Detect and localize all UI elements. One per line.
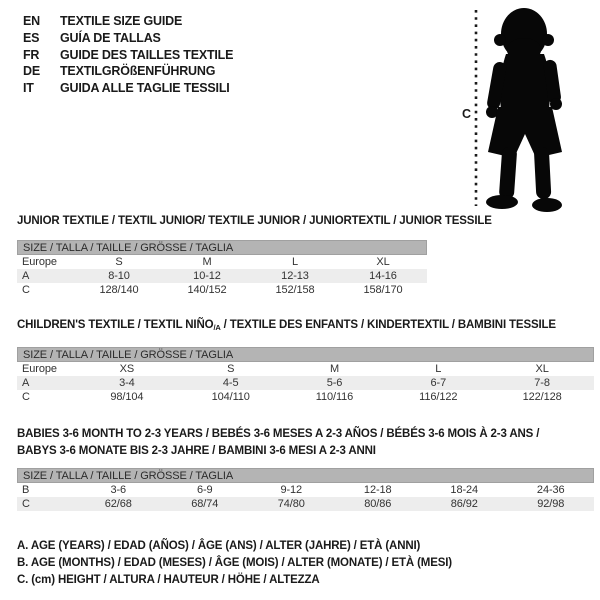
- height-label-c: C: [462, 107, 472, 121]
- table-cell: 104/110: [211, 391, 250, 403]
- legend-line-a: A. AGE (YEARS) / EDAD (AÑOS) / ÂGE (ANS) / ALTER (JAHRE) / ETÀ (ANNI): [17, 540, 421, 552]
- table-row-height: [17, 497, 594, 511]
- table-cell: 24-36: [536, 484, 565, 496]
- table-cell: M: [329, 363, 340, 375]
- table-cell: XL: [535, 363, 549, 375]
- language-title: TEXTILE SIZE GUIDE: [60, 14, 183, 28]
- children-table-title: [17, 319, 556, 332]
- row-label: C: [22, 391, 30, 403]
- table-cell: XS: [119, 363, 135, 375]
- table-cell: 152/158: [275, 284, 315, 296]
- table-row-europe: [17, 255, 427, 269]
- children-title-pre: CHILDREN'S TEXTILE / TEXTIL NIÑO: [17, 319, 214, 331]
- table-cell: 140/152: [187, 284, 227, 296]
- table-cell: 6-9: [196, 484, 213, 496]
- size-header-bar: SIZE / TALLA / TAILLE / GRÖSSE / TAGLIA: [17, 347, 594, 362]
- children-table: [17, 347, 594, 404]
- language-row: [23, 47, 233, 64]
- row-label: A: [22, 270, 30, 282]
- legend: [17, 538, 452, 590]
- table-cell: S: [115, 256, 123, 268]
- table-cell: 68/74: [191, 498, 219, 510]
- table-cell: 86/92: [450, 498, 478, 510]
- table-cell: 8-10: [108, 270, 130, 282]
- table-cell: 5-6: [326, 377, 343, 389]
- table-cell: 7-8: [534, 377, 550, 389]
- table-cell: 128/140: [99, 284, 139, 296]
- table-cell: 6-7: [430, 377, 447, 389]
- junior-table-title: JUNIOR TEXTILE / TEXTIL JUNIOR/ TEXTILE JUNIOR / JUNIORTEXTIL / JUNIOR TESSILE: [17, 215, 492, 227]
- row-label: Europe: [22, 256, 57, 268]
- table-cell: L: [291, 256, 299, 268]
- table-cell: 158/170: [363, 284, 403, 296]
- row-label: C: [22, 498, 30, 510]
- table-cell: L: [435, 363, 442, 375]
- children-title-subscript: /A: [213, 323, 221, 332]
- table-row-age: [17, 376, 594, 390]
- language-title: TEXTILGRÖßENFÜHRUNG: [60, 64, 216, 79]
- legend-line-b: B. AGE (MONTHS) / EDAD (MESES) / ÂGE (MOIS) / ALTER (MONATE) / ETÀ (MESI): [17, 557, 452, 570]
- table-cell: 62/68: [104, 498, 132, 510]
- table-row-europe: [17, 362, 594, 376]
- language-code: FR: [23, 47, 40, 62]
- row-label: C: [22, 284, 30, 296]
- table-cell: 116/122: [419, 391, 458, 403]
- language-row: [23, 13, 233, 30]
- table-cell: 92/98: [537, 498, 565, 510]
- language-header: [23, 13, 233, 97]
- table-cell: 9-12: [280, 484, 303, 496]
- table-cell: 3-6: [110, 484, 127, 496]
- table-cell: M: [202, 256, 212, 268]
- table-cell: 122/128: [522, 391, 562, 403]
- language-code: IT: [23, 81, 34, 96]
- language-code: ES: [23, 30, 40, 45]
- table-cell: 4-5: [222, 377, 239, 389]
- table-cell: 3-4: [119, 377, 135, 389]
- row-label: A: [22, 377, 30, 389]
- baby-silhouette-shape: [486, 8, 562, 212]
- table-row-height: [17, 390, 594, 404]
- language-title: GUÍA DE TALLAS: [60, 30, 161, 45]
- size-header-bar: SIZE / TALLA / TAILLE / GRÖSSE / TAGLIA: [17, 468, 594, 483]
- language-row: [23, 30, 233, 47]
- table-cell: 12-13: [281, 270, 309, 282]
- table-cell: 10-12: [193, 270, 221, 282]
- table-cell: 80/86: [364, 498, 392, 510]
- children-title-post: / TEXTILE DES ENFANTS / KINDERTEXTIL / BAMBINI TESSILE: [220, 319, 556, 331]
- language-code: DE: [23, 64, 40, 79]
- size-header-bar: SIZE / TALLA / TAILLE / GRÖSSE / TAGLIA: [17, 240, 427, 255]
- row-label: Europe: [22, 363, 57, 375]
- junior-table: [17, 240, 427, 297]
- table-row-height: [17, 283, 427, 297]
- table-row-age: [17, 269, 427, 283]
- legend-line-c: C. (cm) HEIGHT / ALTURA / HAUTEUR / HÖHE / ALTEZZA: [17, 574, 320, 587]
- table-cell: 12-18: [363, 484, 392, 496]
- babies-title-line2: BABYS 3-6 MONATE BIS 2-3 JAHRE / BAMBINI 3-6 MESI A 2-3 ANNI: [17, 445, 376, 457]
- language-row: [23, 63, 233, 80]
- table-cell: 18-24: [450, 484, 479, 496]
- language-title: GUIDA ALLE TAGLIE TESSILI: [60, 81, 230, 96]
- babies-table-title: [17, 426, 539, 460]
- language-code: EN: [23, 14, 40, 28]
- babies-title-line1: BABIES 3-6 MONTH TO 2-3 YEARS / BEBÉS 3-6 MESES A 2-3 AÑOS / BÉBÉS 3-6 MOIS À 2-3 ANS /: [17, 428, 540, 440]
- table-cell: 74/80: [277, 498, 305, 510]
- table-row-months: [17, 483, 594, 497]
- language-title: GUIDE DES TAILLES TEXTILE: [60, 47, 234, 62]
- table-cell: XL: [376, 256, 390, 268]
- table-cell: 98/104: [110, 391, 144, 403]
- row-label: B: [22, 484, 30, 496]
- table-cell: S: [227, 363, 235, 375]
- babies-table: [17, 468, 594, 511]
- baby-figure: [450, 2, 600, 214]
- baby-silhouette-icon: [450, 2, 600, 214]
- table-cell: 110/116: [315, 391, 354, 403]
- table-cell: 14-16: [369, 270, 397, 282]
- language-row: [23, 80, 233, 97]
